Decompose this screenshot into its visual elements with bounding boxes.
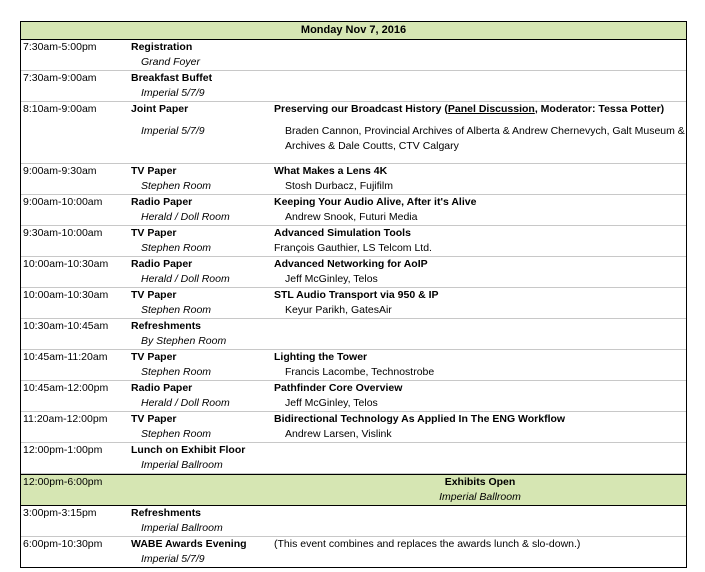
day-header: Monday Nov 7, 2016 [21, 22, 686, 40]
session-title [274, 102, 664, 117]
event-type: TV Paper [131, 165, 177, 177]
room-label: Stephen Room [141, 180, 212, 192]
presenter: Archives & Dale Coutts, CTV Calgary [285, 140, 459, 152]
time-cell: 6:00pm-10:30pm [23, 538, 103, 550]
table-row [21, 288, 686, 319]
time-cell: 11:20am-12:00pm [23, 413, 108, 425]
session-title-part: , Moderator: Tessa Potter) [534, 103, 665, 115]
room-label: Herald / Doll Room [141, 211, 230, 223]
room-label: Stephen Room [141, 242, 212, 254]
session-title: Advanced Networking for AoIP [274, 258, 428, 270]
table-row [21, 412, 686, 443]
presenter: Stosh Durbacz, Fujifilm [285, 180, 393, 192]
table-row [21, 164, 686, 195]
room-label: Imperial 5/7/9 [141, 553, 205, 565]
time-cell: 10:45am-11:20am [23, 351, 108, 363]
event-type: TV Paper [131, 351, 177, 363]
room-label: By Stephen Room [141, 335, 227, 347]
time-cell: 12:00pm-1:00pm [23, 444, 103, 456]
event-type: Refreshments [131, 320, 202, 332]
time-cell: 10:00am-10:30am [23, 289, 109, 301]
event-type: TV Paper [131, 413, 177, 425]
presenter: Andrew Snook, Futuri Media [285, 211, 418, 223]
room-label: Imperial Ballroom [439, 491, 521, 503]
event-type: Radio Paper [131, 196, 193, 208]
room-label: Imperial 5/7/9 [141, 87, 205, 99]
time-cell: 9:00am-10:00am [23, 196, 103, 208]
table-row [21, 257, 686, 288]
time-cell: 10:45am-12:00pm [23, 382, 109, 394]
table-row [21, 350, 686, 381]
presenter: Andrew Larsen, Vislink [285, 428, 392, 440]
room-label: Imperial Ballroom [141, 522, 223, 534]
time-cell: 10:00am-10:30am [23, 258, 109, 270]
table-row [21, 226, 686, 257]
time-cell: 10:30am-10:45am [23, 320, 109, 332]
session-title: Exhibits Open [444, 476, 516, 488]
event-type: Registration [131, 41, 193, 53]
table-row [21, 195, 686, 226]
event-type: TV Paper [131, 289, 177, 301]
presenter: Braden Cannon, Provincial Archives of Alberta & Andrew Chernevych, Galt Museum & [285, 125, 685, 137]
time-cell: 3:00pm-3:15pm [23, 507, 97, 519]
room-label: Stephen Room [141, 304, 212, 316]
room-label: Imperial Ballroom [141, 459, 223, 471]
room-label: Herald / Doll Room [141, 273, 230, 285]
presenter: Jeff McGinley, Telos [285, 273, 378, 285]
session-title: Lighting the Tower [274, 351, 368, 363]
presenter: Jeff McGinley, Telos [285, 397, 378, 409]
time-cell: 9:00am-9:30am [23, 165, 97, 177]
table-row [21, 40, 686, 71]
event-type: Lunch on Exhibit Floor [131, 444, 246, 456]
presenter: François Gauthier, LS Telcom Ltd. [274, 242, 432, 254]
session-title: Bidirectional Technology As Applied In The ENG Workflow [274, 413, 566, 425]
event-note: (This event combines and replaces the awards lunch & slo-down.) [274, 538, 581, 550]
presenter: Keyur Parikh, GatesAir [285, 304, 392, 316]
presenter: Francis Lacombe, Technostrobe [285, 366, 435, 378]
event-type: Breakfast Buffet [131, 72, 213, 84]
room-label: Herald / Doll Room [141, 397, 230, 409]
table-row-highlight [21, 474, 686, 506]
table-row [21, 506, 686, 537]
panel-discussion-link[interactable]: Panel Discussion [447, 103, 535, 115]
session-title: Keeping Your Audio Alive, After it's Alive [274, 196, 477, 208]
session-title: Advanced Simulation Tools [274, 227, 411, 239]
event-type: Refreshments [131, 507, 202, 519]
room-label: Imperial 5/7/9 [141, 125, 205, 137]
room-label: Stephen Room [141, 366, 212, 378]
table-row [21, 443, 686, 474]
event-type: Joint Paper [131, 103, 189, 115]
time-cell: 7:30am-5:00pm [23, 41, 97, 53]
table-row [21, 102, 686, 164]
event-type: Radio Paper [131, 382, 193, 394]
time-cell: 7:30am-9:00am [23, 72, 97, 84]
event-type: TV Paper [131, 227, 177, 239]
time-cell: 8:10am-9:00am [23, 103, 97, 115]
time-cell: 9:30am-10:00am [23, 227, 103, 239]
table-row [21, 319, 686, 350]
room-label: Stephen Room [141, 428, 212, 440]
room-label: Grand Foyer [141, 56, 200, 68]
time-cell: 12:00pm-6:00pm [23, 476, 103, 488]
schedule-table [20, 21, 687, 568]
session-title: Pathfinder Core Overview [274, 382, 403, 394]
event-type: WABE Awards Evening [131, 538, 247, 550]
table-row [21, 537, 686, 567]
session-title: What Makes a Lens 4K [274, 165, 388, 177]
table-row [21, 381, 686, 412]
event-type: Radio Paper [131, 258, 193, 270]
session-title-part: Preserving our Broadcast History ( [274, 103, 448, 115]
table-row [21, 71, 686, 102]
session-title: STL Audio Transport via 950 & IP [274, 289, 439, 301]
